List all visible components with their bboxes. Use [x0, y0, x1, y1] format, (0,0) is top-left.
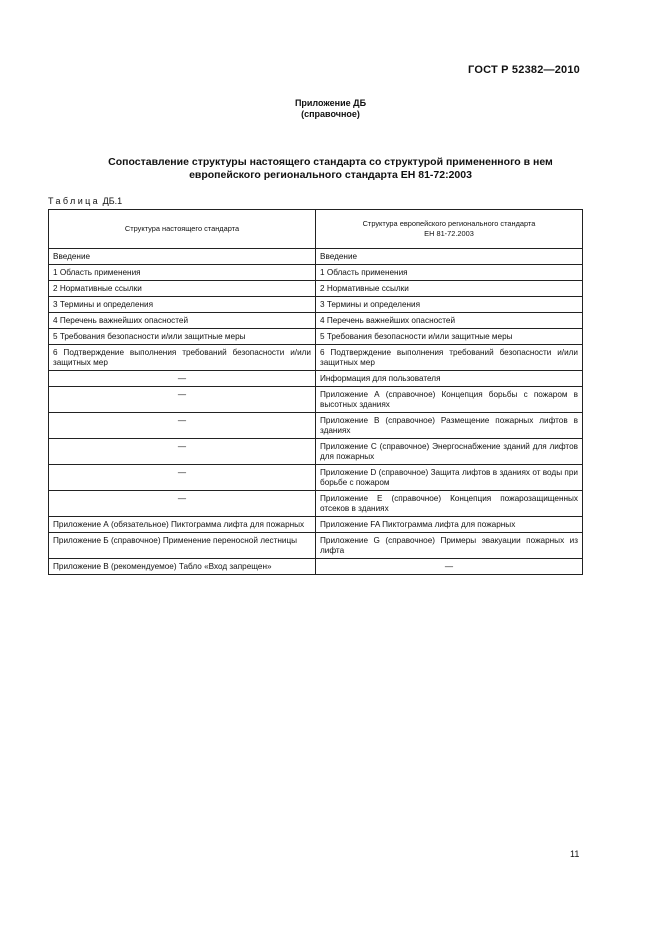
- cell-european-standard: 4 Перечень важнейших опасностей: [316, 313, 583, 329]
- header-right-line-2: ЕН 81-72.2003: [424, 229, 474, 238]
- page-number: 11: [570, 849, 580, 859]
- appendix-title: Приложение ДБ: [294, 98, 367, 108]
- cell-current-standard: 3 Термины и определения: [49, 297, 316, 313]
- cell-european-standard: Введение: [316, 249, 583, 265]
- table-caption: [48, 196, 122, 206]
- table-row: [49, 249, 583, 265]
- table-row: [49, 465, 583, 491]
- table-row: [49, 329, 583, 345]
- title-line-2: европейского регионального стандарта ЕН 81-72:2003: [189, 169, 472, 181]
- cell-current-standard: Введение: [49, 249, 316, 265]
- table-body: [49, 249, 583, 575]
- table-caption-number: ДБ.1: [102, 196, 123, 206]
- header-right: [316, 210, 583, 249]
- table-row: [49, 345, 583, 371]
- table-row: [49, 371, 583, 387]
- table-row: [49, 439, 583, 465]
- cell-current-standard: 6 Подтверждение выполнения требований безопасности и/или защитных мер: [49, 345, 316, 371]
- cell-current-standard: 4 Перечень важнейших опасностей: [49, 313, 316, 329]
- appendix-subtitle: (справочное): [301, 109, 360, 119]
- table-row: [49, 491, 583, 517]
- cell-current-standard: 5 Требования безопасности и/или защитные меры: [49, 329, 316, 345]
- title-line-1: Сопоставление структуры настоящего стандарта со структурой примененного в нем: [108, 156, 553, 168]
- cell-european-standard: Информация для пользователя: [316, 371, 583, 387]
- cell-european-standard: Приложение G (справочное) Примеры эвакуации пожарных из лифта: [316, 533, 583, 559]
- cell-current-standard: Приложение Б (справочное) Применение переносной лестницы: [49, 533, 316, 559]
- table-row: [49, 297, 583, 313]
- cell-current-standard: —: [49, 387, 316, 413]
- cell-european-standard: —: [316, 559, 583, 575]
- cell-european-standard: Приложение Е (справочное) Концепция пожарозащищенных отсеков в зданиях: [316, 491, 583, 517]
- comparison-table: [48, 209, 583, 575]
- cell-european-standard: Приложение D (справочное) Защита лифтов в зданиях от воды при борьбе с пожаром: [316, 465, 583, 491]
- table-row: [49, 517, 583, 533]
- table-row: [49, 559, 583, 575]
- cell-current-standard: 2 Нормативные ссылки: [49, 281, 316, 297]
- table-row: [49, 413, 583, 439]
- cell-current-standard: —: [49, 439, 316, 465]
- table-row: [49, 313, 583, 329]
- cell-current-standard: —: [49, 371, 316, 387]
- header-left: Структура настоящего стандарта: [49, 210, 316, 249]
- appendix-heading: [0, 98, 661, 120]
- table-row: [49, 281, 583, 297]
- cell-european-standard: Приложение С (справочное) Энергоснабжение зданий для лифтов для пожарных: [316, 439, 583, 465]
- cell-european-standard: 6 Подтверждение выполнения требований безопасности и/или защитных мер: [316, 345, 583, 371]
- cell-current-standard: —: [49, 413, 316, 439]
- header-right-line-1: Структура европейского регионального стандарта: [362, 219, 536, 228]
- cell-current-standard: —: [49, 491, 316, 517]
- cell-european-standard: 5 Требования безопасности и/или защитные меры: [316, 329, 583, 345]
- cell-european-standard: Приложение FA Пиктограмма лифта для пожарных: [316, 517, 583, 533]
- document-title: [60, 156, 601, 182]
- table-row: [49, 387, 583, 413]
- table-caption-word: Таблица: [48, 196, 101, 206]
- table-row: [49, 265, 583, 281]
- cell-european-standard: 3 Термины и определения: [316, 297, 583, 313]
- cell-european-standard: Приложение В (справочное) Размещение пожарных лифтов в зданиях: [316, 413, 583, 439]
- document-code: ГОСТ Р 52382—2010: [468, 64, 580, 76]
- cell-current-standard: Приложение А (обязательное) Пиктограмма лифта для пожарных: [49, 517, 316, 533]
- cell-european-standard: 2 Нормативные ссылки: [316, 281, 583, 297]
- cell-current-standard: 1 Область применения: [49, 265, 316, 281]
- cell-current-standard: —: [49, 465, 316, 491]
- cell-european-standard: 1 Область применения: [316, 265, 583, 281]
- table-row: [49, 533, 583, 559]
- cell-current-standard: Приложение В (рекомендуемое) Табло «Вход запрещен»: [49, 559, 316, 575]
- table-header-row: [49, 210, 583, 249]
- cell-european-standard: Приложение А (справочное) Концепция борьбы с пожаром в высотных зданиях: [316, 387, 583, 413]
